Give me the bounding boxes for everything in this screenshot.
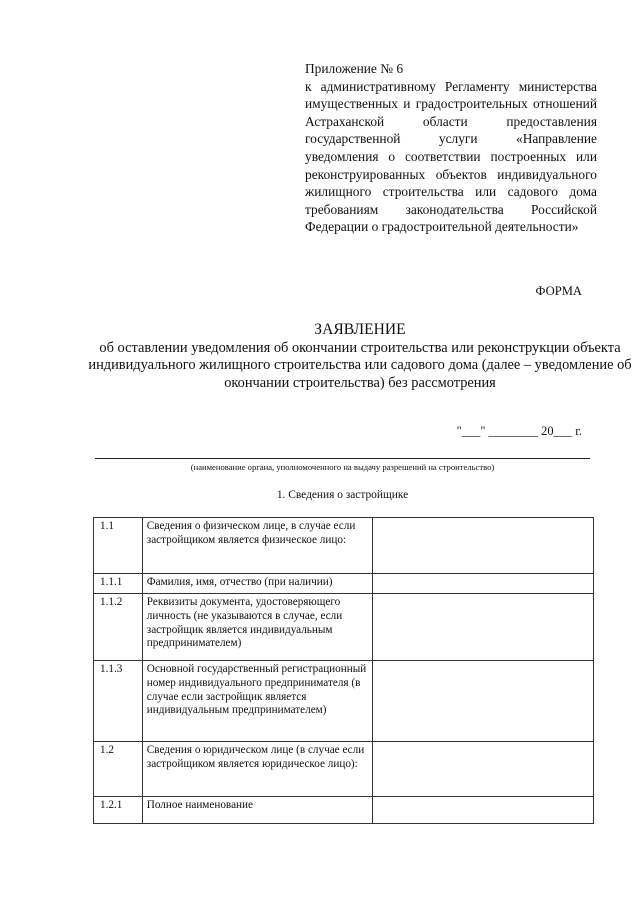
row-value-cell[interactable] [372, 574, 593, 594]
row-label: Основной государственный регистрационный номер индивидуального предпринимателя (в случае если застройщик является индивидуальным предпринимателем) [142, 661, 372, 742]
table-row [94, 574, 594, 594]
row-value-cell[interactable] [372, 661, 593, 742]
table-row [94, 797, 594, 824]
row-label: Полное наименование [142, 797, 372, 824]
table-row [94, 742, 594, 797]
row-label: Реквизиты документа, удостоверяющего личность (не указываются в случае, если застройщик является индивидуальным предпринимателем) [142, 594, 372, 661]
document-title: ЗАЯВЛЕНИЕ [314, 321, 406, 338]
row-value-cell[interactable] [372, 797, 593, 824]
date-line: "___" ________ 20___ г. [456, 424, 582, 438]
row-number: 1.2 [94, 742, 143, 797]
row-value-cell[interactable] [372, 594, 593, 661]
table-row [94, 661, 594, 742]
org-caption: (наименование органа, уполномоченного на выдачу разрешений на строительство) [190, 462, 495, 472]
table-row [94, 594, 594, 661]
applicant-table [93, 517, 594, 824]
appendix-title: Приложение № 6 [305, 61, 404, 76]
appendix-header [305, 60, 597, 236]
row-number: 1.1.3 [94, 661, 143, 742]
row-number: 1.1.2 [94, 594, 143, 661]
row-label: Сведения о физическом лице, в случае если застройщиком является физическое лицо: [142, 518, 372, 574]
row-label: Сведения о юридическом лице (в случае если застройщиком является юридическое лицо): [142, 742, 372, 797]
section-title: 1. Сведения о застройщике [276, 489, 409, 501]
row-value-cell[interactable] [372, 518, 593, 574]
row-number: 1.1 [94, 518, 143, 574]
row-value-cell[interactable] [372, 742, 593, 797]
table-row [94, 518, 594, 574]
appendix-body: к административному Регламенту министерства имущественных и градостроительных отношений Астраханской области предоставления государственной услуги «Направление уведомления о соответствии построенных или реконструированных объектов индивидуального жилищного строительства или садового дома требованиям законодательства Российской Федерации о градостроительной деятельности» [305, 78, 597, 235]
form-label: ФОРМА [535, 284, 582, 298]
row-number: 1.2.1 [94, 797, 143, 824]
org-name-line [95, 458, 590, 459]
row-number: 1.1.1 [94, 574, 143, 594]
row-label: Фамилия, имя, отчество (при наличии) [142, 574, 372, 594]
document-subtitle: об оставлении уведомления об окончании строительства или реконструкции объекта индивидуального жилищного строительства или садового дома (далее – уведомление об окончании строительства) без рассмотрения [88, 340, 632, 391]
